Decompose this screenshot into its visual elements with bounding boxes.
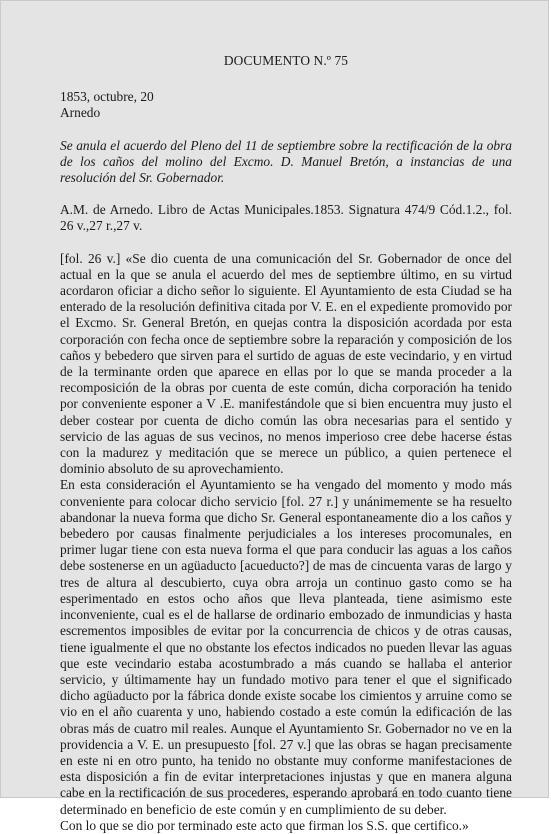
document-summary: Se anula el acuerdo del Pleno del 11 de septiembre sobre la rectificación de la obra de los caños del molino del Excmo. D. Manuel Bretón, a instancias de una resolución del Sr. Gobernador. xyxy=(60,137,512,186)
transcription-paragraph: [fol. 26 v.] «Se dio cuenta de una comunicación del Sr. Gobernador de once del actual en la que se anula el acuerdo del mes de septiembre último, en su virtud acordaron oficiar a dicho señor lo siguiente. El Ayuntamiento de esta Ciudad se ha enterado de la resolución definitiva citada por V. E. en el expediente promovido por el Excmo. Sr. General Bretón, en quejas contra la disposición acordada por esta corporación con fecha once de septiembre sobre la reparación y composición de los caños y bebedero que sirven para el surtido de aguas de este vecindario, y en virtud de la terminante orden que aparece en ellas por lo que se manda proceder a la recomposición de la obras por cuenta de este común, dicha corporación ha tenido por conveniente esponer a V .E. manifestándole que si bien encuentra muy justo el deber costear por cuenta de dicho común las obra necesarias para el sentido y servicio de las aguas de sus vecinos, no menos imperioso cree debe hacerse éstas con la madurez y meditación que se merece un público, a quien pertenece el dominio absoluto de su aprovechamiento. xyxy=(60,250,512,477)
transcription-paragraph: Con lo que se dio por terminado este acto que firman los S.S. que certifico.» xyxy=(60,817,469,833)
document-date: 1853, octubre, 20 xyxy=(60,89,154,105)
document-title: DOCUMENTO N.º 75 xyxy=(223,53,349,68)
archival-source: A.M. de Arnedo. Libro de Actas Municipales.1853. Signatura 474/9 Cód.1.2., fol. 26 v.,27 r.,27 v. xyxy=(60,202,512,234)
document-body xyxy=(60,53,512,834)
transcription-paragraph: En esta consideración el Ayuntamiento se ha vengado del momento y modo más conveniente para colocar dicho servicio [fol. 27 r.] y unánimemente se ha resuelto abandonar la nueva forma que dicho Sr. General espontaneamente dio a los caños y bebedero por causas finalmente perjudiciales a los intereses procomunales, en primer lugar tiene con esta nueva forma el que para conducir las aguas a los caños debe sostenerse en un agüaducto [acueducto?] de mas de cincuenta varas de largo y tres de altura al descubierto, cuya obra arroja un continuo gasto como se ha esperimentado en estos ocho años que lleva planteada, tiene asimismo este inconveniente, cual es el de hallarse de ordinario embozado de inmundicias y hasta escrementos imposibles de evitar por la concurrencia de chicos y de otras causas, tiene igualmente el que no obstante los efectos indicados no pueden llevar las aguas que este vecindario estaba acostumbrado a más cuando se hallaba el anterior servicio, y últimamente hay un fundado motivo para tener el que el significado dicho agüaducto por la fábrica donde existe socabe los cimientos y arruine como se vio en el año cuarenta y uno, habiendo costado a este común la edificación de las obras más de cuatro mil reales. Aunque el Ayuntamiento Sr. Gobernador no ve en la providencia a V. E. un presupuesto [fol. 27 v.] que las obras se hagan precisamente en este ni en otro punto, ha tenido no obstante muy conforme manifestaciones de esta disposición a fin de evitar interpretaciones injustas y que en manera alguna cabe en la rectificación de sus procederes, esperando aprobará en todo cuanto tiene determinado en beneficio de este común y en cumplimiento de su deber. xyxy=(60,477,512,817)
document-place: Arnedo xyxy=(60,105,101,121)
